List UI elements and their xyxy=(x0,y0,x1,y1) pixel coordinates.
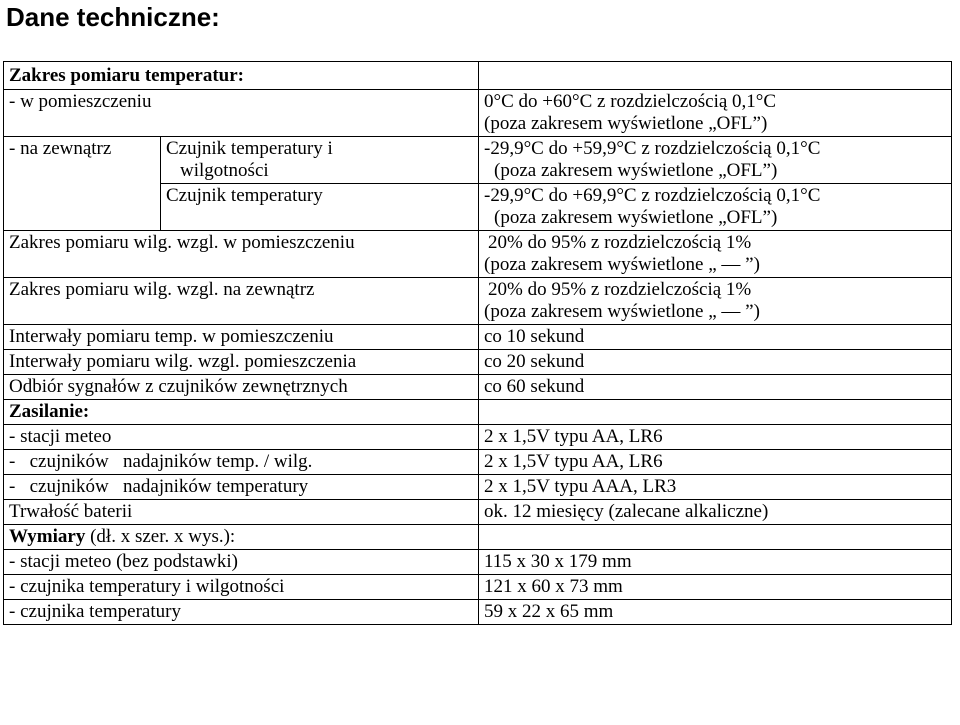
table-row xyxy=(4,475,952,500)
temp-outdoor-label: - na zewnątrz xyxy=(4,137,161,231)
sensor-t-value-cell xyxy=(479,184,952,231)
temp-range-header: Zakres pomiaru temperatur: xyxy=(4,62,479,90)
sensor-th-note: (poza zakresem wyświetlone „OFL”) xyxy=(494,160,778,181)
battery-life-value: ok. 12 miesięcy (zalecane alkaliczne) xyxy=(479,500,952,525)
humidity-outdoor-value-cell xyxy=(479,278,952,325)
empty-cell xyxy=(479,62,952,90)
table-row xyxy=(4,600,952,625)
power-station-value: 2 x 1,5V typu AA, LR6 xyxy=(479,425,952,450)
table-row xyxy=(4,525,952,550)
dim-sensor-t-label: - czujnika temperatury xyxy=(4,600,479,625)
table-row xyxy=(4,278,952,325)
dim-sensor-t-value: 59 x 22 x 65 mm xyxy=(479,600,952,625)
spec-table xyxy=(3,61,952,625)
dim-sensor-th-value: 121 x 60 x 73 mm xyxy=(479,575,952,600)
power-sensors-th-value: 2 x 1,5V typu AA, LR6 xyxy=(479,450,952,475)
sensor-th-label-2: wilgotności xyxy=(180,160,269,181)
sensor-t-value: -29,9°C do +69,9°C z rozdzielczością 0,1°C xyxy=(484,185,821,206)
sensor-t-label: Czujnik temperatury xyxy=(161,184,479,231)
table-row xyxy=(4,550,952,575)
dim-sensor-th-label: - czujnika temperatury i wilgotności xyxy=(4,575,479,600)
temp-indoor-value: 0°C do +60°C z rozdzielczością 0,1°C xyxy=(484,91,777,112)
interval-label: Odbiór sygnałów z czujników zewnętrznych xyxy=(4,375,479,400)
table-row xyxy=(4,90,952,137)
table-row xyxy=(4,137,952,184)
table-row xyxy=(4,425,952,450)
table-row xyxy=(4,62,952,90)
interval-value: co 60 sekund xyxy=(479,375,952,400)
interval-label: Interwały pomiaru wilg. wzgl. pomieszczenia xyxy=(4,350,479,375)
power-station-label: - stacji meteo xyxy=(4,425,479,450)
interval-label: Interwały pomiaru temp. w pomieszczeniu xyxy=(4,325,479,350)
humidity-indoor-note: (poza zakresem wyświetlone „ — ”) xyxy=(484,254,760,275)
dimensions-header-bold: Wymiary xyxy=(9,526,86,547)
power-header: Zasilanie: xyxy=(4,400,479,425)
sensor-th-value-cell xyxy=(479,137,952,184)
humidity-outdoor-value: 20% do 95% z rozdzielczością 1% xyxy=(488,279,752,300)
temp-indoor-label: - w pomieszczeniu xyxy=(4,90,479,137)
dimensions-header xyxy=(4,525,479,550)
humidity-indoor-value: 20% do 95% z rozdzielczością 1% xyxy=(488,232,752,253)
table-row xyxy=(4,450,952,475)
table-row xyxy=(4,231,952,278)
table-row xyxy=(4,375,952,400)
battery-life-label: Trwałość baterii xyxy=(4,500,479,525)
power-sensors-t-label: - czujników nadajników temperatury xyxy=(4,475,479,500)
sensor-th-label-cell xyxy=(161,137,479,184)
table-row xyxy=(4,325,952,350)
dim-station-value: 115 x 30 x 179 mm xyxy=(479,550,952,575)
interval-value: co 10 sekund xyxy=(479,325,952,350)
humidity-outdoor-note: (poza zakresem wyświetlone „ — ”) xyxy=(484,301,760,322)
table-row xyxy=(4,500,952,525)
sensor-t-note: (poza zakresem wyświetlone „OFL”) xyxy=(494,207,778,228)
dimensions-header-rest: (dł. x szer. x wys.): xyxy=(85,526,236,547)
humidity-outdoor-label: Zakres pomiaru wilg. wzgl. na zewnątrz xyxy=(4,278,479,325)
table-row xyxy=(4,350,952,375)
table-row xyxy=(4,400,952,425)
empty-cell xyxy=(479,400,952,425)
humidity-indoor-value-cell xyxy=(479,231,952,278)
power-sensors-t-value: 2 x 1,5V typu AAA, LR3 xyxy=(479,475,952,500)
power-sensors-th-label: - czujników nadajników temp. / wilg. xyxy=(4,450,479,475)
sensor-th-label-1: Czujnik temperatury i xyxy=(166,138,333,159)
dim-station-label: - stacji meteo (bez podstawki) xyxy=(4,550,479,575)
table-row xyxy=(4,575,952,600)
sensor-th-value: -29,9°C do +59,9°C z rozdzielczością 0,1°C xyxy=(484,138,821,159)
temp-indoor-value-cell xyxy=(479,90,952,137)
empty-cell xyxy=(479,525,952,550)
page-title: Dane techniczne: xyxy=(6,2,220,32)
interval-value: co 20 sekund xyxy=(479,350,952,375)
humidity-indoor-label: Zakres pomiaru wilg. wzgl. w pomieszczeniu xyxy=(4,231,479,278)
temp-indoor-note: (poza zakresem wyświetlone „OFL”) xyxy=(484,113,768,134)
